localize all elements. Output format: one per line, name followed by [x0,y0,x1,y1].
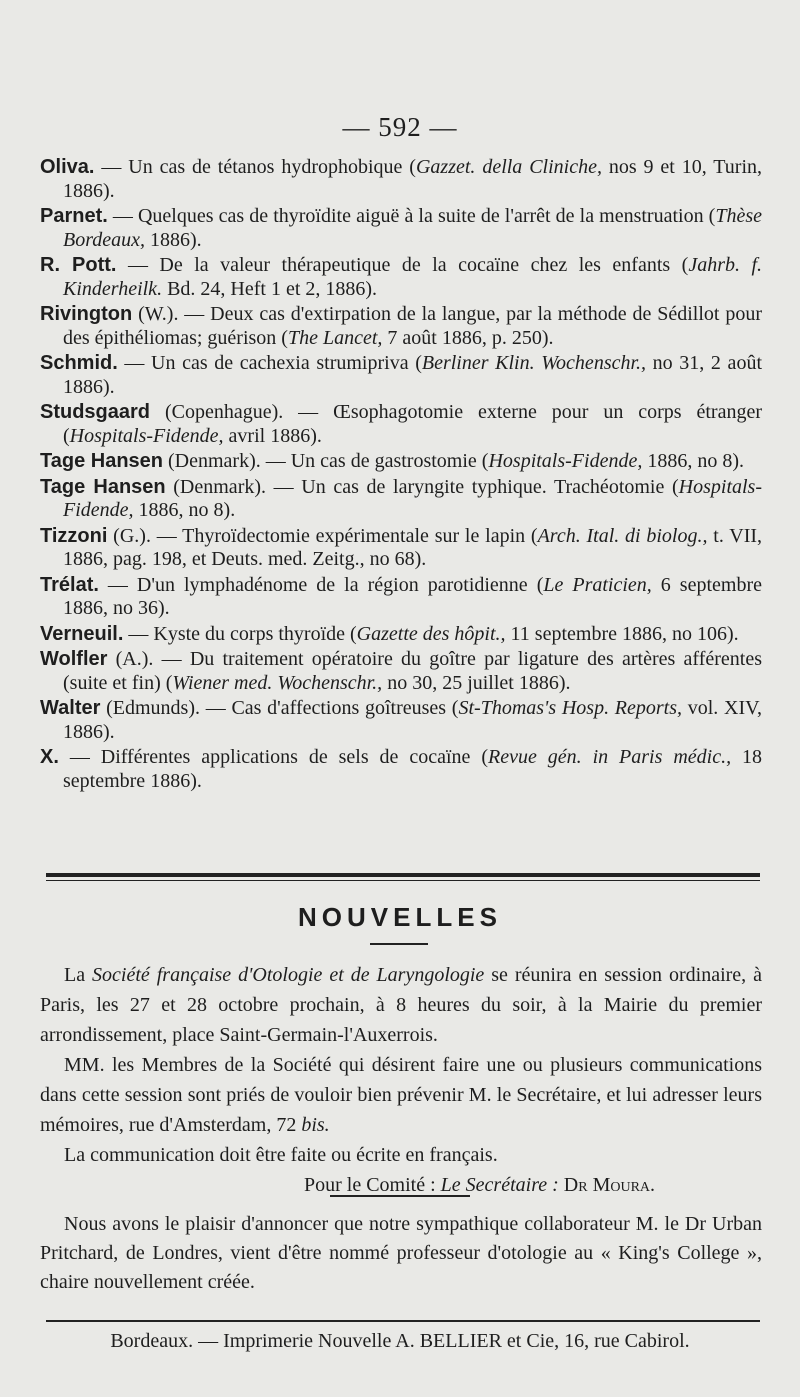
printer-footer: Bordeaux. — Imprimerie Nouvelle A. BELLIER et Cie, 16, rue Cabirol. [110,1330,690,1352]
reference-source: Le Praticien, [543,573,652,596]
text-span: La [64,964,93,986]
reference-text: (Denmark). — Un cas de gastrostomie ( [163,450,489,472]
reference-text: avril 1886). [223,424,322,447]
footer-rule [46,1320,760,1322]
reference-source: Arch. Ital. di biolog., [537,524,708,547]
reference-source: Gazette des hôpit., [356,622,506,645]
text-span: MM. les Membres de la Société qui désirent faire une ou plusieurs communications dans cette session sont priés de vouloir bien prévenir M. le Secrétaire, et lui adresser leurs mémoires, rue d'Amsterdam, 72 [40,1054,762,1136]
reference-author: R. Pott. [40,254,117,276]
reference-author: Schmid. [40,352,118,374]
reference-text: 18 septembre 1886). [63,746,763,792]
reference-text: 6 septembre 1886, no 36). [63,573,762,619]
reference-list [40,156,762,795]
news-paragraph-language: La communication doit être faite ou écrite en français. [64,1144,498,1166]
reference-source: Thèse Bordeaux, [63,205,762,251]
reference-author: Tizzoni [40,524,108,547]
reference-author: Oliva. [40,156,95,178]
separator-rule [330,1195,470,1197]
reference-source: Hospitals-Fidende, [63,475,762,521]
reference-text: — Un cas de cachexia strumipriva ( [117,352,422,374]
section-rule-thin [46,880,760,881]
reference-text: (W.). — Deux cas d'extirpation de la langue, par la méthode de Sédillot pour des épithéliomas; guérison ( [63,303,762,349]
reference-text: (G.). — Thyroïdectomie expérimentale sur le lapin ( [107,524,538,547]
reference-entry [40,525,762,572]
reference-entry [40,352,762,399]
reference-text: 11 septembre 1886, no 106). [505,622,739,645]
reference-source: Gazzet. della Cliniche, [415,156,602,178]
section-rule-thick [46,873,760,877]
reference-source: Revue gén. in Paris médic., [488,746,732,768]
reference-source: Hospitals-Fidende, [69,424,224,447]
reference-text: — Un cas de tétanos hydrophobique ( [94,156,416,178]
reference-entry [40,450,762,474]
reference-author: Studsgaard [40,401,151,423]
reference-text: vol. XIV, 1886). [63,697,762,743]
heading-underline [370,943,428,945]
reference-entry [40,254,762,301]
reference-author: Tage Hansen [40,450,163,472]
reference-text: Bd. 24, Heft 1 et 2, 1886). [162,277,378,300]
society-name: Société française d'Otologie et de Laryngologie [92,964,485,986]
reference-text: — D'un lymphadénome de la région parotidienne ( [98,573,544,596]
signature-role: Le Secrétaire : [440,1174,559,1196]
reference-author: Verneuil. [40,622,124,645]
reference-text: no 31, 2 août 1886). [63,352,762,398]
reference-text: (A.). — Du traitement opératoire du goître par ligature des artères afférentes (suite et fin) ( [63,648,762,694]
signature-name: Dr Moura. [558,1174,656,1196]
reference-text: 1886, no 8). [642,450,745,472]
reference-entry [40,697,762,744]
reference-author: Walter [40,697,101,719]
reference-source: Berliner Klin. Wochenschr., [421,352,647,374]
reference-author: Tage Hansen [40,475,166,498]
reference-source: The Lancet, [287,326,383,349]
bis-text: bis. [301,1114,330,1136]
reference-entry [40,303,762,350]
reference-source: Jahrb. f. Kinderheilk. [63,254,762,300]
reference-author: Rivington [40,303,133,325]
reference-author: Parnet. [40,205,108,227]
reference-text: — Kyste du corps thyroïde ( [123,622,357,645]
news-section [40,960,762,1200]
news-paragraph-members [40,1050,762,1140]
reference-text: (Edmunds). — Cas d'affections goîtreuses ( [100,697,459,719]
reference-text: 7 août 1886, p. 250). [382,326,554,349]
reference-text: — Différentes applications de sels de cocaïne ( [58,746,488,768]
reference-text: — Quelques cas de thyroïdite aiguë à la suite de l'arrêt de la menstruation ( [107,205,716,227]
reference-entry [40,476,762,523]
reference-text: (Copenhague). — Œsophagotomie externe pour un corps étranger ( [63,401,762,447]
reference-text: t. VII, 1886, pag. 198, et Deuts. med. Zeitg., no 68). [63,524,763,570]
reference-text: (Denmark). — Un cas de laryngite typhique. Trachéotomie ( [165,475,679,498]
text-span: se réunira en session ordinaire, à Paris, les 27 et 28 octobre prochain, à 8 heures du soir, à la Mairie du premier arrondissement, place Saint-Germain-l'Auxerrois. [40,964,763,1046]
reference-entry [40,574,762,621]
reference-text: nos 9 et 10, Turin, 1886). [63,156,763,202]
reference-entry [40,205,762,252]
news-paragraph-meeting [40,960,762,1050]
reference-entry [40,746,762,793]
reference-entry [40,156,762,203]
announcement [40,1210,762,1297]
reference-author: X. [40,746,59,768]
reference-entry [40,401,762,448]
reference-source: Wiener med. Wochenschr., [172,671,383,694]
reference-text: 1886). [145,228,202,251]
page-number: — 592 — [342,112,458,142]
reference-text: 1886, no 8). [133,499,236,521]
text-span: Pour le Comité : [304,1174,441,1196]
reference-entry [40,648,762,695]
reference-author: Wolfler [40,648,108,670]
reference-source: Hospitals-Fidende, [488,450,643,472]
reference-source: St-Thomas's Hosp. Reports, [458,697,683,719]
announcement-text: Nous avons le plaisir d'annoncer que notre sympathique collaborateur M. le Dr Urban Pritchard, de Londres, vient d'être nommé professeur d'otologie au « King's College », chaire nouvellement créée. [40,1213,762,1293]
reference-entry [40,623,762,647]
reference-text: — De la valeur thérapeutique de la cocaïne chez les enfants ( [116,254,689,276]
section-heading: NOUVELLES [298,902,502,932]
reference-author: Trélat. [40,573,99,596]
reference-text: no 30, 25 juillet 1886). [382,671,571,694]
